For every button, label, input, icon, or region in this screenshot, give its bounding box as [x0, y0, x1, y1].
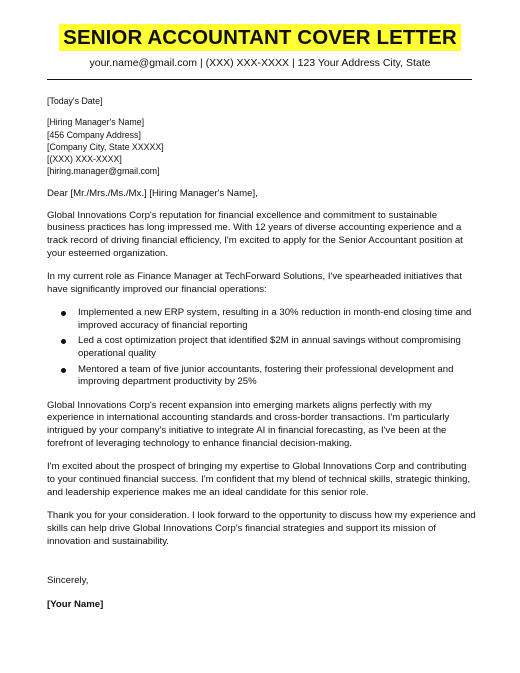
recipient-phone: [(XXX) XXX-XXXX] — [47, 154, 122, 165]
contact-line: your.name@gmail.com | (XXX) XXX-XXXX | 123 Your Address City, State — [89, 57, 431, 69]
page-title: SENIOR ACCOUNTANT COVER LETTER — [59, 24, 461, 51]
letter-body — [47, 95, 477, 612]
list-item — [47, 364, 477, 390]
title-wrap — [0, 24, 520, 51]
letter-date: [Today's Date] — [47, 96, 103, 106]
list-item-text: Implemented a new ERP system, resulting in a 30% reduction in month-end closing time and improved accuracy of financial reporting — [78, 307, 472, 332]
paragraph-enthusiasm: I'm excited about the prospect of bringing my expertise to Global Innovations Corp and contributing to your continued financial success. I'm confident that my blend of technical skills, strategic thinking, and leadership experience makes me an ideal candidate for this senior role. — [47, 461, 471, 498]
paragraph-thanks: Thank you for your consideration. I look forward to the opportunity to discuss how my experience and skills can help drive Global Innovations Corp's financial strategies and support its mission of innovation and sustainability. — [47, 510, 476, 547]
paragraph-company-fit: Global Innovations Corp's recent expansion into emerging markets aligns perfectly with my experience in international accounting standards and cross-border transactions. I'm particularly intrigued by your company's initiative to integrate AI in financial forecasting, as I've been at the forefront of leveraging technology to enhance financial decision-making. — [47, 399, 450, 450]
list-item — [47, 307, 477, 333]
salutation: Dear [Mr./Mrs./Ms./Mx.] [Hiring Manager's Name], — [47, 187, 258, 199]
achievements-list — [47, 307, 477, 389]
list-item — [47, 335, 477, 361]
bullet-icon — [61, 311, 66, 316]
closing: Sincerely, — [47, 574, 89, 586]
paragraph-intro: Global Innovations Corp's reputation for financial excellence and commitment to sustainable business practices has long impressed me. With 12 years of diverse accounting experience and a track record of driving financial efficiency, I'm excited to apply for the Senior Accountant position at your esteemed organization. — [47, 209, 463, 259]
signature-name: [Your Name] — [47, 599, 104, 611]
recipient-address — [47, 116, 477, 177]
bullet-icon — [61, 368, 66, 373]
list-item-text: Mentored a team of five junior accountants, fostering their professional development and improving department productivity by 25% — [78, 363, 454, 388]
paragraph-current-role: In my current role as Finance Manager at TechForward Solutions, I've spearheaded initiatives that have significantly improved our financial operations: — [47, 271, 462, 296]
recipient-city: [Company City, State XXXXX] — [47, 141, 164, 152]
recipient-name: [Hiring Manager's Name] — [47, 117, 145, 128]
header-divider — [47, 79, 472, 80]
list-item-text: Led a cost optimization project that identified $2M in annual savings without compromising operational quality — [78, 335, 461, 360]
recipient-email: [hiring.manager@gmail.com] — [47, 166, 160, 177]
bullet-icon — [61, 339, 66, 344]
recipient-street: [456 Company Address] — [47, 129, 141, 140]
